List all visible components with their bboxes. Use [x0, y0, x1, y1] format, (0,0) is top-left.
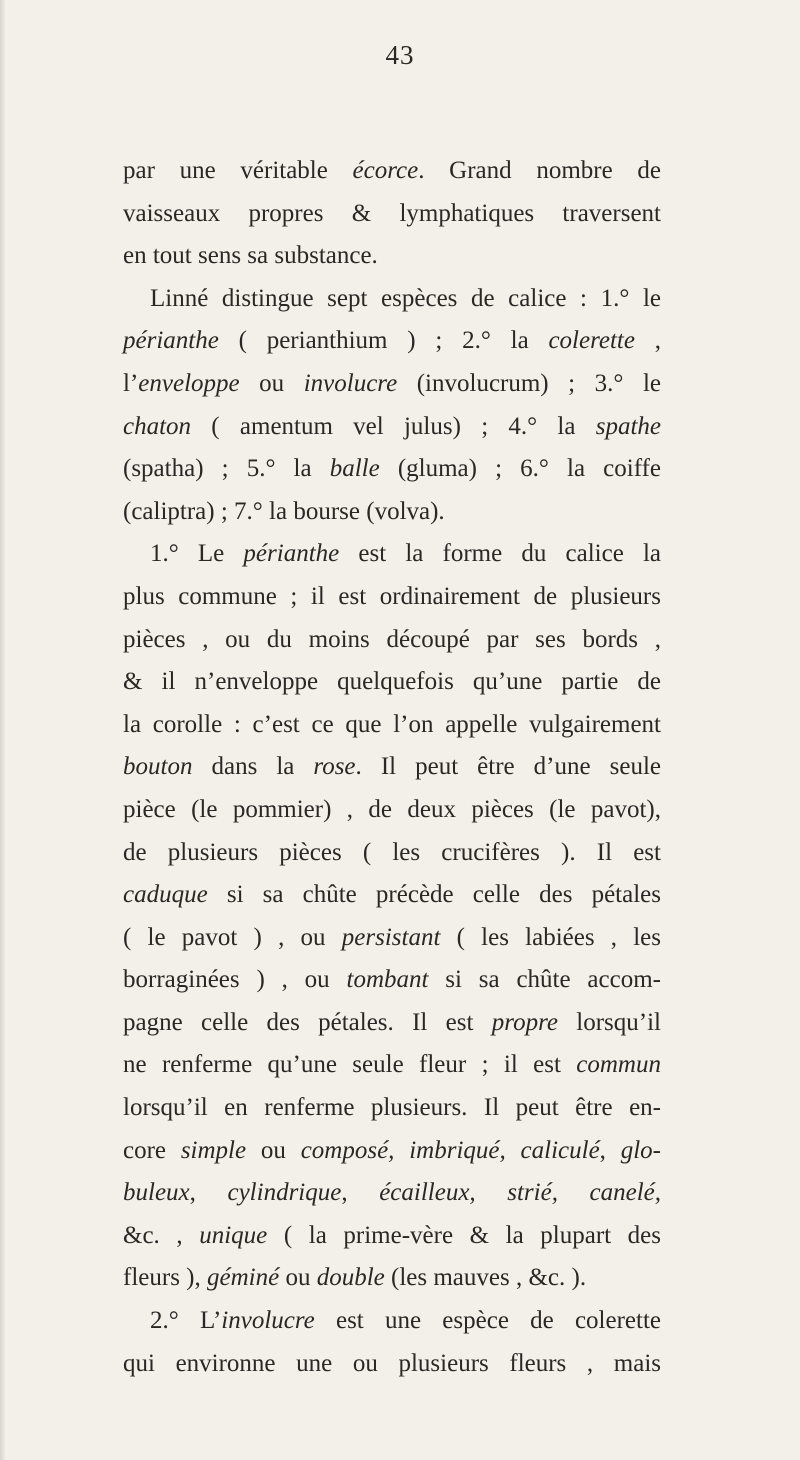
text-line	[123, 1044, 661, 1087]
text-segment: ou	[246, 1136, 301, 1164]
text-segment: si sa chûte précède celle des pétales	[207, 881, 661, 909]
text-line	[123, 704, 661, 747]
text-line	[123, 619, 661, 662]
text-segment: ou	[239, 369, 304, 397]
text-segment: lorsqu’il	[557, 1008, 661, 1036]
text-line	[123, 1130, 661, 1173]
text-line	[123, 576, 661, 619]
text-line	[123, 278, 661, 321]
text-segment: (involucrum) ; 3.° le	[397, 369, 661, 397]
text-segment: qui environne une ou plusieurs fleurs , mais	[123, 1349, 661, 1377]
text-line	[123, 235, 661, 278]
italic-term: chaton	[123, 412, 192, 440]
text-segment: ( perianthium ) ; 2.° la	[218, 327, 549, 355]
italic-term: balle	[329, 455, 380, 483]
italic-term: colerette	[548, 327, 635, 355]
text-segment: ( les labiées , les	[440, 923, 662, 951]
italic-term: cylindrique	[227, 1179, 342, 1207]
italic-term: simple	[180, 1136, 247, 1164]
text-line	[123, 1300, 661, 1343]
text-line	[123, 150, 661, 193]
text-segment: dans la	[192, 753, 314, 781]
text-line	[123, 533, 661, 576]
italic-term: écorce	[352, 157, 419, 184]
text-segment: de plusieurs pièces ( les crucifères ). Il est	[123, 838, 661, 866]
italic-term: composé, imbriqué, caliculé	[300, 1136, 600, 1164]
text-line	[123, 448, 661, 491]
italic-term: caduque	[123, 881, 208, 909]
text-segment: (spatha) ; 5.° la	[123, 455, 330, 483]
text-line	[123, 193, 661, 236]
italic-term: spathe	[595, 412, 661, 440]
text-segment: ,	[189, 1179, 228, 1207]
italic-term: involucre	[303, 369, 398, 397]
text-line	[123, 874, 661, 917]
text-line	[123, 1257, 661, 1300]
italic-term: propre	[491, 1008, 558, 1036]
page-edge	[0, 0, 6, 1460]
text-line	[123, 789, 661, 832]
text-segment: ne renferme qu’une seule fleur ; il est	[123, 1051, 577, 1079]
italic-term: enveloppe	[138, 369, 240, 397]
body-text	[123, 150, 661, 1385]
text-segment: 2.° L’	[150, 1307, 222, 1335]
text-segment: . Grand nombre de	[418, 157, 661, 184]
text-segment: lorsqu’il en renferme plusieurs. Il peut être en-	[123, 1094, 661, 1122]
text-segment: est une espèce de colerette	[314, 1307, 661, 1335]
italic-term: unique	[199, 1221, 268, 1249]
text-segment: 1.° Le	[150, 540, 244, 568]
text-segment: fleurs ),	[123, 1264, 207, 1292]
text-line	[123, 746, 661, 789]
italic-term: périanthe	[243, 540, 340, 568]
text-segment: est la forme du calice la	[339, 540, 661, 568]
italic-term: géminé	[207, 1264, 280, 1292]
text-segment: si sa chûte accom-	[428, 966, 661, 994]
text-segment: par une véritable	[123, 157, 353, 184]
text-segment: & il n’enveloppe quelquefois qu’une partie de	[123, 668, 661, 696]
text-segment: (les mauves , &c. ).	[384, 1264, 587, 1292]
text-segment: . Il peut être d’une seule	[355, 753, 661, 781]
text-segment: vaisseaux propres & lymphatiques traversent	[123, 199, 661, 227]
italic-term: tombant	[346, 966, 429, 994]
text-line	[123, 661, 661, 704]
text-segment: core	[123, 1136, 181, 1164]
text-line	[123, 320, 661, 363]
text-line	[123, 1002, 661, 1045]
text-line	[123, 406, 661, 449]
text-segment: &c. ,	[123, 1221, 200, 1249]
page-number: 43	[385, 40, 415, 70]
italic-term: écailleux, strié, canelé,	[379, 1179, 662, 1207]
text-line	[123, 491, 661, 534]
text-segment: ,	[341, 1179, 380, 1207]
text-segment: en tout sens sa substance.	[123, 242, 378, 270]
text-segment: plus commune ; il est ordinairement de plusieurs	[123, 582, 661, 610]
text-line	[123, 1087, 661, 1130]
text-line	[123, 1343, 661, 1386]
text-segment: ( le pavot ) , ou	[123, 923, 342, 951]
italic-term: périanthe	[123, 327, 219, 355]
italic-term: glo-	[620, 1136, 661, 1164]
text-segment: la corolle : c’est ce que l’on appelle vulgairement	[123, 710, 661, 738]
text-line	[123, 1172, 661, 1215]
text-segment: ( amentum vel julus) ; 4.° la	[191, 412, 596, 440]
text-segment: Linné distingue sept espèces de calice : 1.° le	[150, 284, 661, 312]
text-segment: ,	[599, 1136, 621, 1164]
text-line	[123, 917, 661, 960]
text-segment: ( la prime-vère & la plupart des	[267, 1221, 661, 1249]
text-segment: ou	[279, 1264, 317, 1292]
text-segment: pièce (le pommier) , de deux pièces (le pavot),	[123, 795, 661, 823]
text-segment: borraginées ) , ou	[123, 966, 347, 994]
italic-term: involucre	[221, 1307, 315, 1335]
text-line	[123, 832, 661, 875]
italic-term: buleux	[123, 1179, 190, 1207]
text-segment: (gluma) ; 6.° la coiffe	[379, 455, 661, 483]
text-line	[123, 363, 661, 406]
text-segment: pagne celle des pétales. Il est	[123, 1008, 492, 1036]
italic-term: commun	[576, 1051, 661, 1079]
italic-term: rose	[313, 753, 356, 781]
text-segment: l’	[123, 369, 139, 397]
italic-term: persistant	[341, 923, 441, 951]
text-segment: ,	[634, 327, 662, 355]
text-segment: (caliptra) ; 7.° la bourse (volva).	[123, 497, 445, 525]
text-segment: pièces , ou du moins découpé par ses bords ,	[123, 625, 661, 653]
italic-term: double	[316, 1264, 385, 1292]
text-line	[123, 1215, 661, 1258]
text-line	[123, 959, 661, 1002]
italic-term: bouton	[123, 753, 193, 781]
